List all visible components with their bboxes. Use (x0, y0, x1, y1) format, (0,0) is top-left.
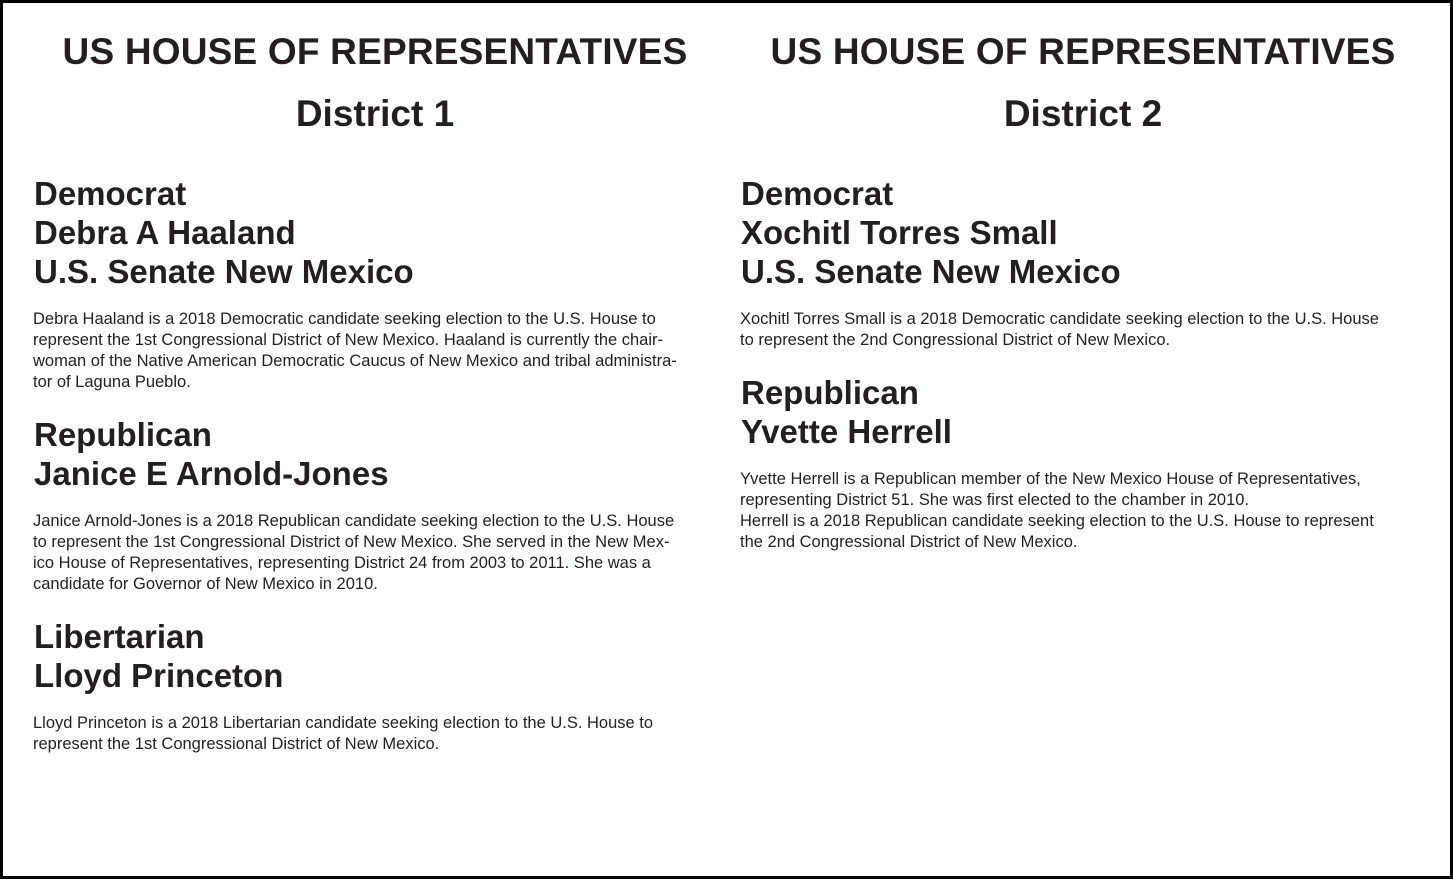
bio-line: the 2nd Congressional District of New Mexico. (740, 533, 1078, 551)
candidate-name: Debra A Haaland (34, 214, 296, 251)
district-1-column (31, 3, 719, 777)
candidate-list (738, 174, 1428, 553)
bio-line: Herrell is a 2018 Republican candidate seeking election to the U.S. House to represent (740, 512, 1374, 530)
candidate-party: Democrat (34, 175, 187, 212)
candidate-name: Lloyd Princeton (34, 657, 284, 694)
district-heading: District 1 (295, 93, 455, 134)
section-title: US HOUSE OF REPRESENTATIVES (770, 31, 1396, 72)
bio-line: candidate for Governor of New Mexico in 2010. (33, 575, 378, 593)
candidate-entry (31, 174, 719, 393)
bio-line: tor of Laguna Pueblo. (33, 373, 191, 391)
candidate-list (31, 174, 719, 755)
candidate-entry (31, 415, 719, 595)
bio-line: Debra Haaland is a 2018 Democratic candidate seeking election to the U.S. House to (33, 310, 656, 328)
bio-line: Lloyd Princeton is a 2018 Libertarian candidate seeking election to the U.S. House to (33, 714, 654, 732)
bio-line: Xochitl Torres Small is a 2018 Democratic candidate seeking election to the U.S. House (740, 310, 1379, 328)
district-2-column (738, 3, 1428, 575)
section-title: US HOUSE OF REPRESENTATIVES (62, 31, 688, 72)
candidate-office: U.S. Senate New Mexico (741, 253, 1121, 290)
candidate-party: Republican (741, 374, 919, 411)
candidate-party: Republican (34, 416, 212, 453)
candidate-name: Yvette Herrell (741, 413, 952, 450)
candidate-name: Xochitl Torres Small (741, 214, 1058, 251)
candidate-bio (738, 469, 1428, 553)
bio-line: represent the 1st Congressional District of New Mexico. (33, 735, 440, 753)
candidate-entry (31, 617, 719, 755)
candidate-party: Democrat (741, 175, 894, 212)
bio-line: Janice Arnold-Jones is a 2018 Republican candidate seeking election to the U.S. House (33, 512, 675, 530)
bio-line: Yvette Herrell is a Republican member of the New Mexico House of Representatives, (740, 470, 1361, 488)
bio-line: to represent the 1st Congressional District of New Mexico. She served in the New Mex- (33, 533, 670, 551)
candidate-bio (31, 511, 719, 595)
bio-line: woman of the Native American Democratic Caucus of New Mexico and tribal administra- (33, 352, 677, 370)
candidate-entry (738, 174, 1428, 351)
bio-line: to represent the 2nd Congressional District of New Mexico. (740, 331, 1171, 349)
bio-line: ico House of Representatives, representing District 24 from 2003 to 2011. She was a (33, 554, 651, 572)
candidate-entry (738, 373, 1428, 553)
bio-line: represent the 1st Congressional District of New Mexico. Haaland is currently the chair- (33, 331, 664, 349)
candidate-office: U.S. Senate New Mexico (34, 253, 414, 290)
bio-line: representing District 51. She was first elected to the chamber in 2010. (740, 491, 1250, 509)
candidate-bio (31, 713, 719, 755)
candidate-bio (31, 309, 719, 393)
candidate-party: Libertarian (34, 618, 205, 655)
candidate-bio (738, 309, 1428, 351)
district-heading: District 2 (1003, 93, 1163, 134)
candidate-name: Janice E Arnold-Jones (34, 455, 389, 492)
